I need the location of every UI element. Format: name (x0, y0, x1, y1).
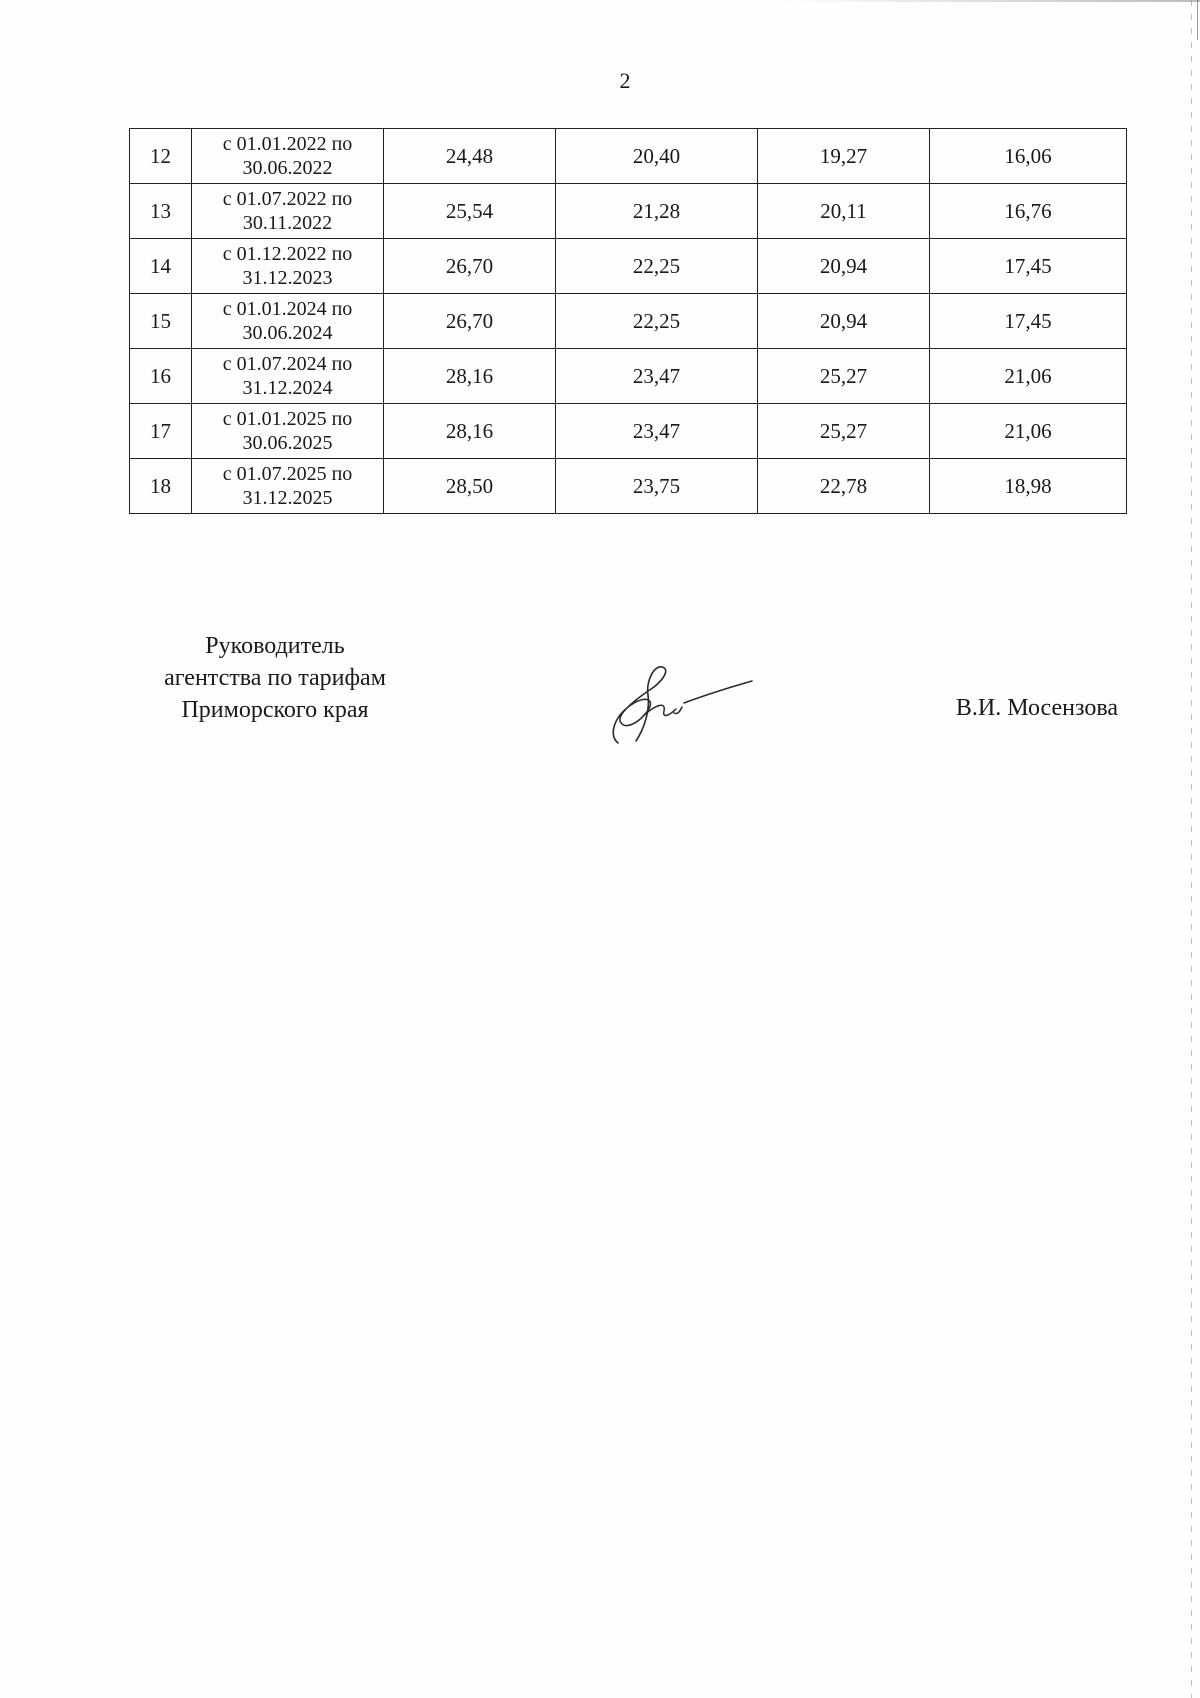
value-cell: 24,48 (384, 129, 556, 184)
value-cell: 21,28 (556, 184, 758, 239)
value-cell: 28,16 (384, 404, 556, 459)
value-cell: 20,94 (758, 294, 930, 349)
period-cell (192, 404, 384, 459)
value-cell: 22,25 (556, 294, 758, 349)
value-cell: 22,78 (758, 459, 930, 514)
tariff-table (129, 128, 1127, 514)
value-cell: 28,16 (384, 349, 556, 404)
period-line: с 01.01.2024 по (222, 298, 353, 320)
row-number-cell: 13 (130, 184, 192, 239)
signatory-position-line: Приморского края (181, 697, 369, 723)
value-cell: 20,11 (758, 184, 930, 239)
value-cell: 18,98 (930, 459, 1127, 514)
period-line: с 01.07.2022 по (222, 188, 353, 210)
row-number-cell: 12 (130, 129, 192, 184)
period-line: с 01.07.2024 по (222, 353, 353, 375)
value-cell: 16,76 (930, 184, 1127, 239)
row-number-cell: 14 (130, 239, 192, 294)
row-number-cell: 16 (130, 349, 192, 404)
row-number-cell: 15 (130, 294, 192, 349)
period-cell (192, 184, 384, 239)
table-row (130, 349, 1127, 404)
period-line: 30.06.2024 (242, 322, 333, 344)
value-cell: 21,06 (930, 404, 1127, 459)
table-row (130, 404, 1127, 459)
value-cell: 25,27 (758, 349, 930, 404)
signatory-position-line: Руководитель (205, 633, 345, 659)
value-cell: 21,06 (930, 349, 1127, 404)
value-cell: 23,47 (556, 349, 758, 404)
period-line: 31.12.2024 (242, 377, 333, 399)
value-cell: 28,50 (384, 459, 556, 514)
value-cell: 17,45 (930, 239, 1127, 294)
signatory-name: В.И. Мосензова (955, 695, 1118, 721)
period-line: с 01.01.2022 по (222, 133, 353, 155)
value-cell: 17,45 (930, 294, 1127, 349)
period-cell (192, 349, 384, 404)
value-cell: 26,70 (384, 239, 556, 294)
period-cell (192, 129, 384, 184)
value-cell: 23,47 (556, 404, 758, 459)
value-cell: 23,75 (556, 459, 758, 514)
period-line: с 01.07.2025 по (222, 463, 353, 485)
scan-edge-artifact (780, 0, 1200, 2)
row-number-cell: 18 (130, 459, 192, 514)
period-line: 31.12.2025 (242, 487, 333, 509)
signatory-position-line: агентства по тарифам (164, 665, 386, 691)
period-cell (192, 459, 384, 514)
scan-edge-artifact (1191, 0, 1192, 1698)
value-cell: 25,27 (758, 404, 930, 459)
row-number-cell: 17 (130, 404, 192, 459)
value-cell: 22,25 (556, 239, 758, 294)
period-cell (192, 239, 384, 294)
value-cell: 16,06 (930, 129, 1127, 184)
table-row (130, 294, 1127, 349)
period-cell (192, 294, 384, 349)
page-number: 2 (619, 68, 631, 93)
table-row (130, 129, 1127, 184)
value-cell: 19,27 (758, 129, 930, 184)
tariff-table-body (130, 129, 1127, 514)
period-line: с 01.01.2025 по (222, 408, 353, 430)
period-line: 30.06.2025 (242, 432, 333, 454)
value-cell: 25,54 (384, 184, 556, 239)
handwritten-signature (600, 655, 760, 755)
signatory-position (130, 630, 420, 726)
table-row (130, 459, 1127, 514)
value-cell: 20,94 (758, 239, 930, 294)
period-line: с 01.12.2022 по (222, 243, 353, 265)
period-line: 30.06.2022 (242, 157, 333, 179)
period-line: 30.11.2022 (242, 212, 333, 234)
value-cell: 26,70 (384, 294, 556, 349)
table-row (130, 239, 1127, 294)
period-line: 31.12.2023 (242, 267, 333, 289)
value-cell: 20,40 (556, 129, 758, 184)
scan-edge-artifact (1197, 0, 1198, 40)
table-row (130, 184, 1127, 239)
